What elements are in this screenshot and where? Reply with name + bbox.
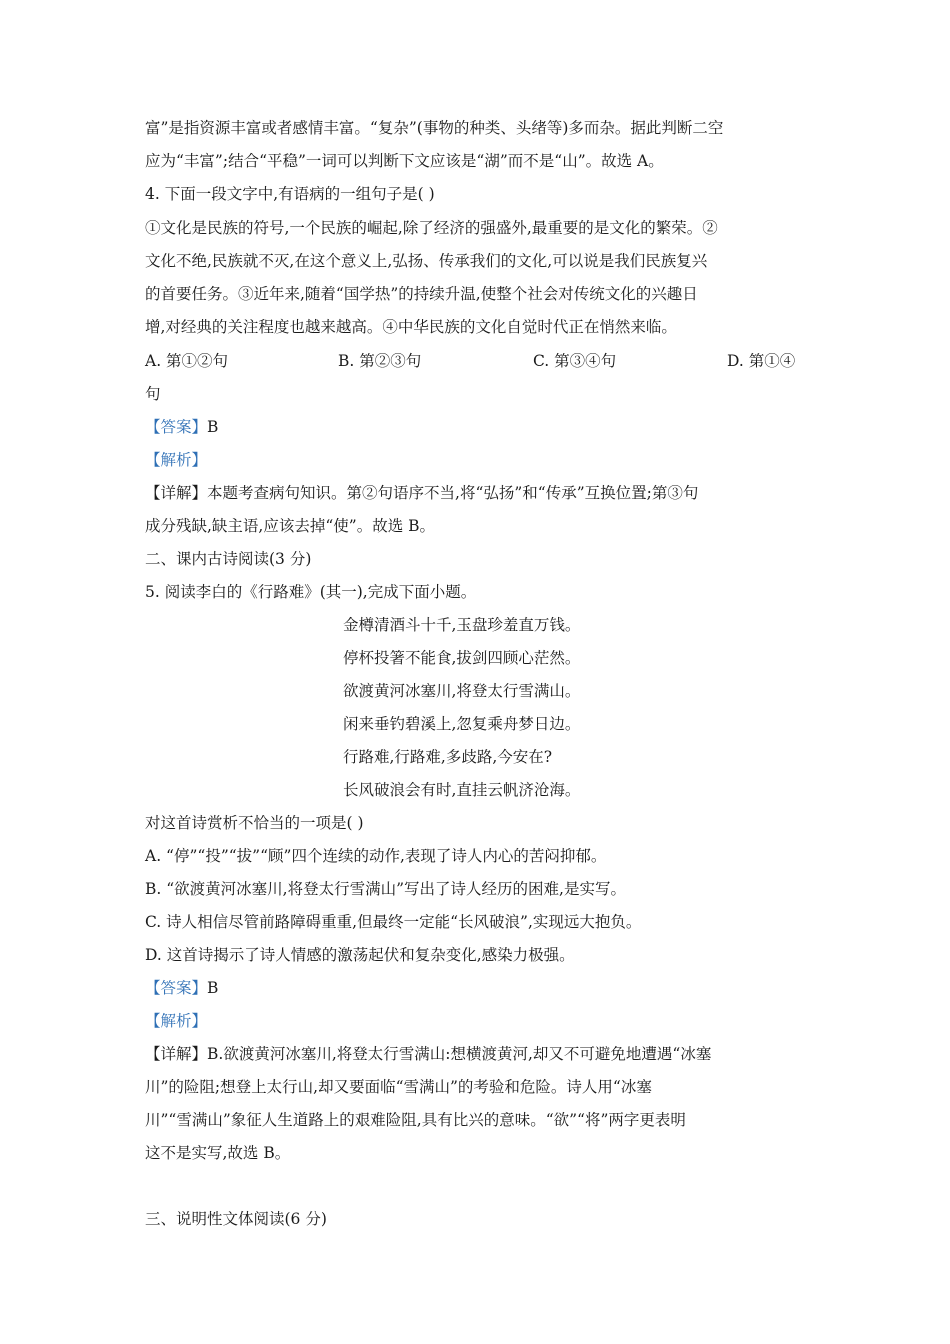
q5-detail-line-3: 川”“雪满山”象征人生道路上的艰难险阻,具有比兴的意味。“欲”“将”两字更表明: [145, 1111, 686, 1129]
detail-text: B.欲渡黄河冰塞川,将登太行雪满山:想横渡黄河,却又不可避免地遭遇“冰塞: [207, 1045, 712, 1063]
q4-option-d: D. 第①④: [727, 352, 796, 370]
question-5-stem: 5. 阅读李白的《行路难》(其一),完成下面小题。: [145, 583, 477, 601]
answer-value: B: [207, 979, 219, 997]
detail-tag: 【详解】: [145, 1045, 208, 1063]
q4-passage-line-2: 文化不绝,民族就不灭,在这个意义上,弘扬、传承我们的文化,可以说是我们民族复兴: [145, 252, 708, 270]
q4-option-d-wrap: 句: [145, 385, 161, 403]
q4-passage-line-3: 的首要任务。③近年来,随着“国学热”的持续升温,使整个社会对传统文化的兴趣日: [145, 285, 698, 303]
answer-tag: 【答案】: [145, 418, 208, 436]
q4-option-b: B. 第②③句: [338, 352, 422, 370]
q4-answer: [145, 416, 218, 438]
q4-passage-line-1: ①文化是民族的符号,一个民族的崛起,除了经济的强盛外,最重要的是文化的繁荣。②: [145, 219, 718, 237]
answer-tag: 【答案】: [145, 979, 208, 997]
q4-detail-line-2: 成分残缺,缺主语,应该去掉“使”。故选 B。: [145, 517, 436, 535]
q5-answer: [145, 977, 218, 999]
intro-line-1: 富”是指资源丰富或者感情丰富。“复杂”(事物的种类、头绪等)多而杂。据此判断二空: [145, 119, 724, 137]
intro-line-2: 应为“丰富”;结合“平稳”一词可以判断下文应该是“湖”而不是“山”。故选 A。: [145, 152, 664, 170]
detail-text: 本题考查病句知识。第②句语序不当,将“弘扬”和“传承”互换位置;第③句: [207, 484, 699, 502]
q4-option-c: C. 第③④句: [533, 352, 617, 370]
poem-line-5: 行路难,行路难,多歧路,今安在?: [343, 748, 553, 766]
q5-option-b: B. “欲渡黄河冰塞川,将登太行雪满山”写出了诗人经历的困难,是实写。: [145, 880, 626, 898]
section-2-heading: 二、课内古诗阅读(3 分): [145, 550, 312, 568]
poem-line-4: 闲来垂钓碧溪上,忽复乘舟梦日边。: [343, 715, 581, 733]
poem-line-3: 欲渡黄河冰塞川,将登太行雪满山。: [343, 682, 581, 700]
poem-line-6: 长风破浪会有时,直挂云帆济沧海。: [343, 781, 581, 799]
answer-value: B: [207, 418, 219, 436]
poem-line-1: 金樽清酒斗十千,玉盘珍羞直万钱。: [343, 616, 581, 634]
q5-detail-line-1: [145, 1043, 711, 1065]
q5-question: 对这首诗赏析不恰当的一项是( ): [145, 814, 364, 832]
q5-detail-line-2: 川”的险阻;想登上太行山,却又要面临“雪满山”的考验和危险。诗人用“冰塞: [145, 1078, 652, 1096]
question-4-stem: 4. 下面一段文字中,有语病的一组句子是( ): [145, 185, 435, 203]
q4-passage-line-4: 增,对经典的关注程度也越来越高。④中华民族的文化自觉时代正在悄然来临。: [145, 318, 677, 336]
poem-line-2: 停杯投箸不能食,拔剑四顾心茫然。: [343, 649, 581, 667]
detail-tag: 【详解】: [145, 484, 208, 502]
q5-option-d: D. 这首诗揭示了诗人情感的激荡起伏和复杂变化,感染力极强。: [145, 946, 575, 964]
q5-option-c: C. 诗人相信尽管前路障碍重重,但最终一定能“长风破浪”,实现远大抱负。: [145, 913, 642, 931]
q4-option-a: A. 第①②句: [145, 352, 229, 370]
section-3-heading: 三、说明性文体阅读(6 分): [145, 1210, 327, 1228]
q5-detail-line-4: 这不是实写,故选 B。: [145, 1144, 291, 1162]
q5-analysis-tag: 【解析】: [145, 1012, 208, 1030]
q4-analysis-tag: 【解析】: [145, 451, 208, 469]
q4-detail-line-1: [145, 482, 698, 504]
q5-option-a: A. “停”“投”“拔”“顾”四个连续的动作,表现了诗人内心的苦闷抑郁。: [145, 847, 607, 865]
